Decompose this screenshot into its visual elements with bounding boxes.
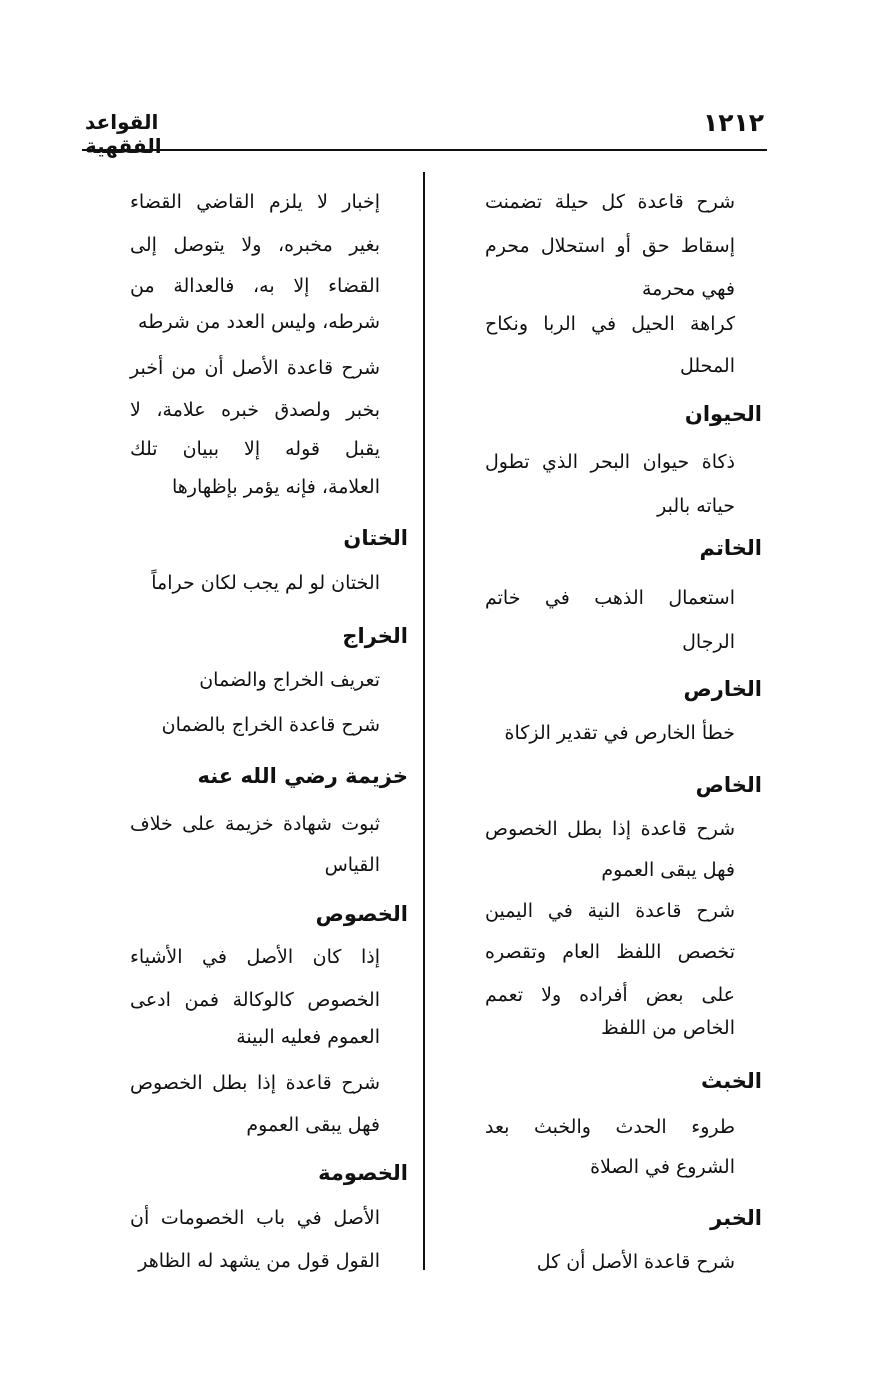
entry-line: بخبر ولصدق خبره علامة، لا xyxy=(130,399,380,421)
entry-line: شرح قاعدة النية في اليمين xyxy=(485,900,735,922)
section-heading: الخبر xyxy=(710,1206,762,1230)
entry-line: استعمال الذهب في خاتم xyxy=(485,587,735,609)
entry-line: العموم فعليه البينة xyxy=(236,1026,380,1048)
entry-line: تخصص اللفظ العام وتقصره xyxy=(485,941,735,963)
running-title: القواعد الفقهية xyxy=(85,110,162,158)
page-number: ١٢١٢ xyxy=(702,108,764,137)
entry-line: الختان لو لم يجب لكان حراماً xyxy=(151,572,380,594)
entry-line: القضاء إلا به، فالعدالة من xyxy=(130,275,380,297)
entry-line: فهي محرمة xyxy=(641,278,735,300)
entry-line: على بعض أفراده ولا تعمم xyxy=(485,984,735,1006)
section-heading: الخصوص xyxy=(315,902,408,926)
entry-line: ثبوت شهادة خزيمة على خلاف xyxy=(130,813,380,835)
entry-line: المحلل xyxy=(680,355,735,377)
entry-line: شرح قاعدة الأصل أن كل xyxy=(536,1251,735,1273)
section-heading: الخبث xyxy=(700,1069,762,1093)
section-heading: الحيوان xyxy=(684,402,762,426)
entry-line: العلامة، فإنه يؤمر بإظهارها xyxy=(171,476,380,498)
entry-line: شرح قاعدة إذا بطل الخصوص xyxy=(130,1072,380,1094)
entry-line: بغير مخبره، ولا يتوصل إلى xyxy=(130,234,380,256)
section-heading: خزيمة رضي الله عنه xyxy=(197,764,408,788)
column-divider xyxy=(423,172,425,1270)
header-rule xyxy=(82,149,767,151)
entry-line: الخاص من اللفظ xyxy=(601,1017,735,1039)
entry-line: إخبار لا يلزم القاضي القضاء xyxy=(130,191,380,213)
section-heading: الخصومة xyxy=(318,1161,408,1185)
entry-line: يقبل قوله إلا ببيان تلك xyxy=(130,438,380,460)
entry-line: الأصل في باب الخصومات أن xyxy=(130,1207,380,1229)
entry-line: إذا كان الأصل في الأشياء xyxy=(130,946,380,968)
entry-line: تعريف الخراج والضمان xyxy=(199,669,380,691)
section-heading: الخراج xyxy=(342,624,408,648)
entry-line: طروء الحدث والخبث بعد xyxy=(485,1116,735,1138)
entry-line: خطأ الخارص في تقدير الزكاة xyxy=(504,722,735,744)
entry-line: الرجال xyxy=(682,631,735,653)
entry-line: شرطه، وليس العدد من شرطه xyxy=(138,311,380,333)
entry-line: حياته بالبر xyxy=(657,495,735,517)
section-heading: الخارص xyxy=(683,677,762,701)
entry-line: فهل يبقى العموم xyxy=(246,1114,380,1136)
entry-line: الخصوص كالوكالة فمن ادعى xyxy=(130,989,380,1011)
section-heading: الخاتم xyxy=(699,536,762,560)
entry-line: شرح قاعدة كل حيلة تضمنت xyxy=(485,191,735,213)
entry-line: ذكاة حيوان البحر الذي تطول xyxy=(485,451,735,473)
entry-line: شرح قاعدة إذا بطل الخصوص xyxy=(485,818,735,840)
entry-line: إسقاط حق أو استحلال محرم xyxy=(485,235,735,257)
entry-line: شرح قاعدة الخراج بالضمان xyxy=(161,714,380,736)
section-heading: الختان xyxy=(343,526,408,550)
entry-line: القياس xyxy=(324,854,380,876)
entry-line: الشروع في الصلاة xyxy=(590,1156,735,1178)
entry-line: فهل يبقى العموم xyxy=(601,859,735,881)
entry-line: كراهة الحيل في الربا ونكاح xyxy=(485,313,735,335)
entry-line: شرح قاعدة الأصل أن من أخبر xyxy=(130,357,380,379)
section-heading: الخاص xyxy=(695,773,762,797)
entry-line: القول قول من يشهد له الظاهر xyxy=(138,1250,380,1272)
